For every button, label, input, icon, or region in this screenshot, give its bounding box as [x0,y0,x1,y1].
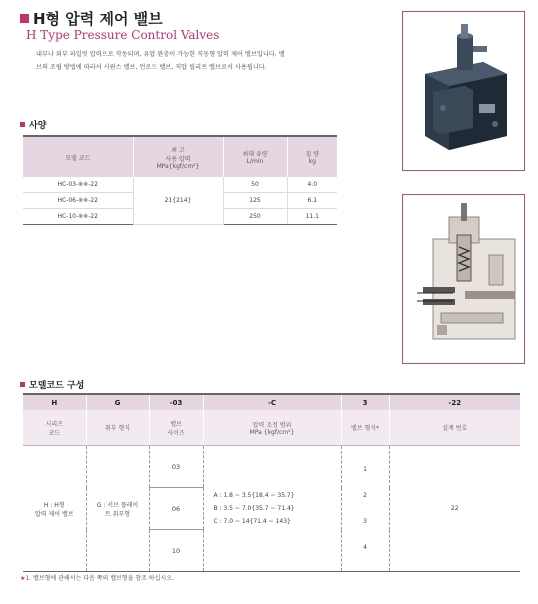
header-line: kg [308,158,316,165]
cross-section-drawing [402,194,525,364]
spec-mass-cell: 4.0 [287,177,337,193]
spec-flow-cell: 50 [223,177,287,193]
model-code-valve-type: 3 [341,394,389,410]
valve-type-option: 2 [363,491,367,499]
spec-mass-cell: 11.1 [287,209,337,225]
desc-mount: 취부 형식 [86,410,149,446]
model-code-pressure: -C [203,394,341,410]
intro-line: 브의 조립 방법에 따라서 시퀀스 밸브, 언로드 밸브, 직압 릴리프 밸브로서 사용됩니다. [36,64,267,71]
spec-table [23,135,337,225]
spec-flow-cell: 250 [223,209,287,225]
header-line: L/min [246,158,264,165]
spec-code-cell: HC-10-※※-22 [23,209,133,225]
size-value: 03 [149,446,203,488]
header-line: 사용 압력 [165,155,191,163]
spec-title-text: 사양 [29,121,47,131]
table-row [23,177,337,193]
section-square-icon [20,382,25,387]
desc-pressure [203,410,341,446]
desc-size [149,410,203,446]
model-title-text: 모델코드 구성 [29,381,85,391]
valve-photo-image [403,12,524,170]
value-line: G : 서브 플레이 [96,501,139,509]
spec-section-title [20,118,46,131]
spec-code-cell: HC-06-※※-22 [23,193,133,209]
spec-pressure-cell: 21{214} [133,177,223,225]
page-subtitle: H Type Pressure Control Valves [26,28,220,42]
model-section-title [20,378,84,391]
valve-type-values [341,446,389,572]
model-value-row [23,446,520,488]
spec-header-pressure [133,136,223,177]
desc-valve-type: 밸브 형식* [341,410,389,446]
header-line: 최대 유량 [242,151,268,158]
spec-code-cell: HC-03-※※-22 [23,177,133,193]
spec-header-code: 모델 코드 [23,136,133,177]
desc-line: 사이즈 [167,429,185,437]
header-line: 최 고 [171,146,185,154]
model-code-mount: G [86,394,149,410]
pressure-option: C : 7.0 ~ 14{71.4 ~ 143} [213,518,291,525]
model-code-row [23,394,520,410]
desc-line: 압력 조정 범위 [252,421,292,429]
title-square-icon [20,14,29,23]
valve-type-option: 3 [363,517,367,525]
valve-type-option: 4 [363,543,367,551]
pressure-values [203,446,341,572]
model-code-design: -22 [389,394,520,410]
spec-mass-cell: 6.1 [287,193,337,209]
valve-type-option: 1 [363,465,367,473]
desc-line: MPa {kgf/cm²} [249,428,295,436]
title-ko-text: H형 압력 제어 밸브 [33,10,163,28]
pressure-option: A : 1.8 ~ 3.5{18.4 ~ 35.7} [213,492,295,499]
model-code-series: H [23,394,86,410]
desc-line: 밸브 [170,420,182,428]
desc-design: 설계 번호 [389,410,520,446]
header-line: MPa{kgf/cm²} [156,162,200,170]
intro-paragraph [36,48,386,74]
cross-section-image [403,195,524,363]
spec-header-row [23,136,337,177]
desc-line: 코드 [48,429,61,437]
valve-photo [402,11,525,171]
value-line: 압력 제어 밸브 [34,510,74,518]
model-code-table [23,393,520,572]
mount-value [86,446,149,572]
model-code-size: -03 [149,394,203,410]
page-title [20,8,163,29]
spec-flow-cell: 125 [223,193,287,209]
design-value: 22 [389,446,520,572]
value-line: 트 취부형 [104,510,131,518]
size-value: 06 [149,488,203,530]
spec-header-mass [287,136,337,177]
spec-header-flow [223,136,287,177]
desc-series [23,410,86,446]
footnote [20,573,174,582]
header-line: 질 량 [305,151,319,158]
size-value: 10 [149,530,203,572]
intro-line: 내부나 외부 파일럿 압력으로 작동되며, 유압 완충이 가능한 직동형 압력 제어 밸브입니다. 밸 [36,51,285,58]
series-value [23,446,86,572]
footnote-text: 밸브형에 관해서는 다음 쪽의 밸브형을 참조 하십시오. [33,575,174,582]
value-line: H : H형 [43,501,65,509]
pressure-option: B : 3.5 ~ 7.0{35.7 ~ 71.4} [213,505,295,512]
model-desc-row [23,410,520,446]
section-square-icon [20,122,25,127]
footnote-marker: ★1. [20,575,32,582]
desc-line: 시리즈 [45,420,63,428]
